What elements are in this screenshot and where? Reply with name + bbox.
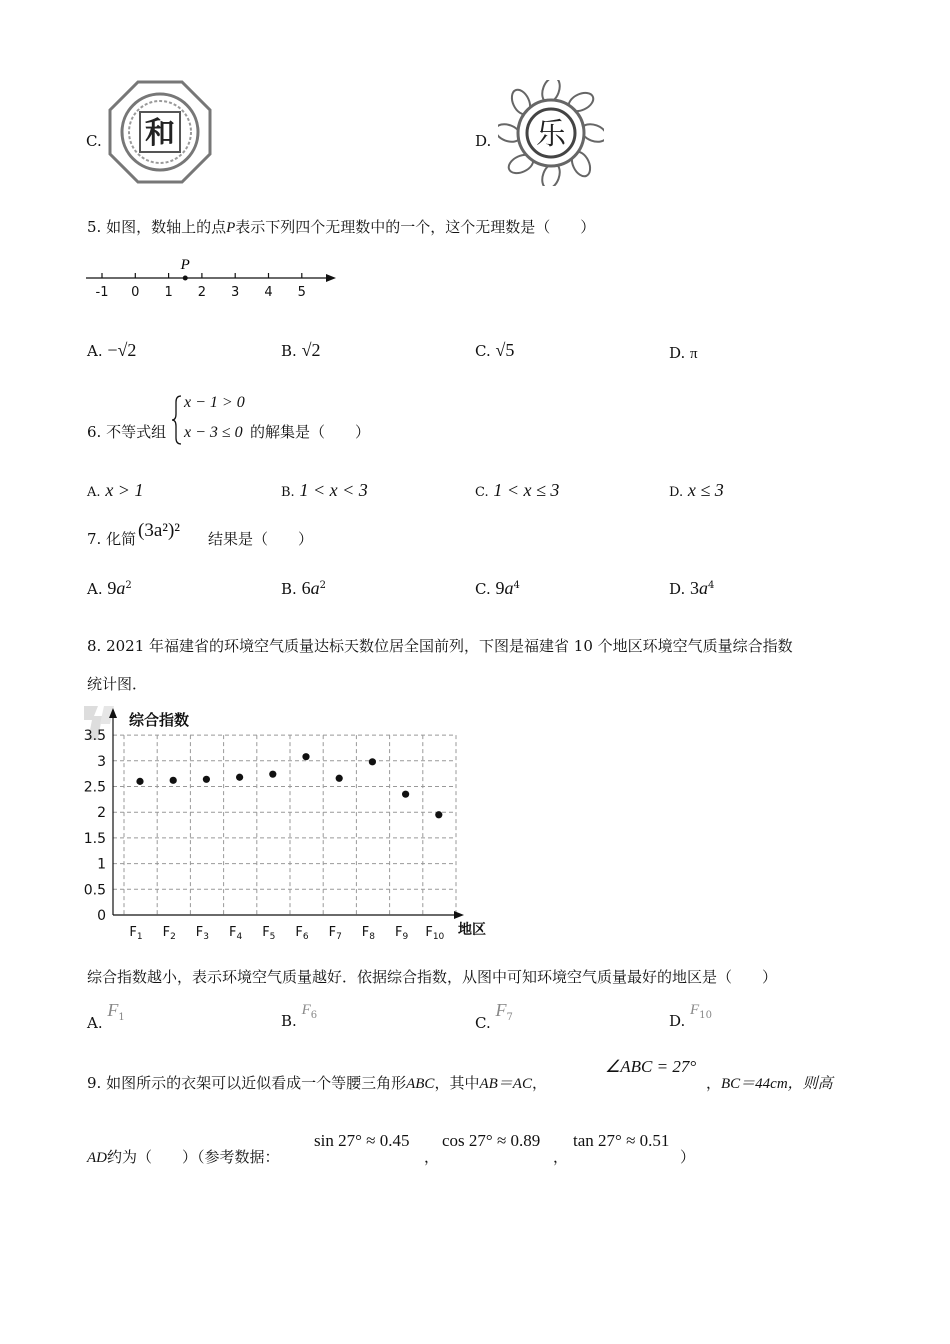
q7-option-a[interactable]: A. $9a^2$ — [87, 578, 132, 598]
leaf-wreath-seal-icon — [498, 80, 604, 186]
chart-y-tick-label: 0.5 — [83, 882, 106, 899]
number-line-tick-label: -1 — [95, 285, 109, 300]
q8-option-c[interactable]: C. $F_7$ — [475, 1000, 513, 1032]
q7-stem-suffix: 结果是（ ） — [208, 530, 314, 548]
chart-point-f3 — [203, 776, 210, 783]
q8-option-d[interactable]: D. $F_{10}$ — [669, 1002, 712, 1030]
q9-bc: ，BC＝44cm，则高 — [706, 1074, 833, 1092]
chart-y-tick-label: 1.5 — [83, 830, 106, 847]
chart-y-tick-label: 2 — [97, 805, 106, 822]
q9-cos: cos 27° ≈ 0.89 — [442, 1131, 541, 1150]
seal-glyph-he: 和 — [145, 116, 175, 151]
q6-option-b[interactable]: B. 1 < x < 3 — [281, 480, 368, 500]
q5-option-a[interactable]: A. −√2 — [87, 340, 137, 360]
q7-option-d[interactable]: D. $3a^4$ — [669, 578, 715, 598]
number-line-point-p — [183, 276, 188, 281]
chart-x-tick-label: $F_8$ — [361, 925, 376, 942]
q8-option-b[interactable]: B. $F_6$ — [281, 1002, 318, 1030]
q9-line2: AD约为（ ）（参考数据： — [87, 1148, 280, 1166]
number-line-tick-label: 2 — [197, 285, 207, 300]
q8-option-a[interactable]: A. $F_1$ — [87, 1000, 125, 1032]
air-quality-chart — [80, 700, 500, 945]
chart-y-tick-label: 0 — [97, 908, 106, 924]
number-line-tick-label: 3 — [231, 285, 240, 300]
seal-glyph-le: 乐 — [536, 117, 566, 152]
chart-point-f6 — [302, 753, 309, 760]
q9-angle: ∠ABC = 27° — [605, 1057, 697, 1076]
chart-x-tick-label: $F_1$ — [129, 925, 143, 942]
chart-x-tick-label: $F_5$ — [262, 925, 276, 942]
q5-option-b[interactable]: B. √2 — [281, 340, 321, 360]
q8-stem-line2: 统计图． — [87, 675, 148, 693]
chart-x-title: 地区 — [458, 922, 486, 938]
chart-x-tick-label: $F_2$ — [162, 925, 176, 942]
q6-option-c[interactable]: C. 1 < x ≤ 3 — [475, 480, 560, 500]
q8-stem-line1: 8. 2021 年福建省的环境空气质量达标天数位居全国前列，下图是福建省 10 个地区环境空气质量综合指数 — [87, 637, 793, 655]
q6-stem-prefix: 6. 不等式组 — [87, 423, 167, 441]
chart-y-tick-label: 3 — [97, 753, 106, 770]
q5-stem: 5. 如图，数轴上的点P表示下列四个无理数中的一个，这个无理数是（ ） — [87, 218, 596, 236]
q7-expression: (3a²)² — [138, 520, 180, 541]
q9-line1: 9. 如图所示的衣架可以近似看成一个等腰三角形ABC，其中AB＝AC， — [87, 1074, 547, 1092]
chart-point-f8 — [369, 758, 376, 765]
q5-option-d[interactable]: D. π — [669, 344, 698, 362]
q6-inequality-1: x − 1 > 0 — [184, 394, 245, 411]
number-line-tick-label: 4 — [264, 285, 273, 300]
q6-inequality-2: x − 3 ≤ 0 — [184, 424, 243, 441]
chart-point-f10 — [435, 811, 442, 818]
q6-option-a[interactable]: A. x > 1 — [87, 480, 144, 500]
chart-y-tick-label: 1 — [97, 856, 106, 873]
q5-option-c[interactable]: C. √5 — [475, 340, 515, 360]
number-line — [80, 252, 342, 300]
chart-x-tick-label: $F_7$ — [328, 925, 342, 942]
chart-point-f1 — [136, 778, 143, 785]
q9-tan: tan 27° ≈ 0.51 — [573, 1131, 670, 1150]
q9-close: ） — [680, 1148, 696, 1166]
number-line-point-label: P — [180, 257, 190, 273]
number-line-tick-label: 5 — [297, 285, 306, 300]
chart-x-tick-label: $F_3$ — [195, 925, 210, 942]
octagon-seal-icon — [108, 80, 212, 184]
q6-option-d[interactable]: D. x ≤ 3 — [669, 480, 724, 500]
chart-y-title: 综合指数 — [129, 711, 190, 729]
chart-point-f2 — [170, 777, 177, 784]
q9-comma-2: ， — [553, 1148, 569, 1166]
q4-option-d-letter: D. — [475, 132, 492, 150]
chart-point-f4 — [236, 774, 243, 781]
q7-option-b[interactable]: B. $6a^2$ — [281, 578, 326, 598]
chart-point-f9 — [402, 791, 409, 798]
q9-sin: sin 27° ≈ 0.45 — [314, 1131, 410, 1150]
chart-x-tick-label: $F_9$ — [394, 925, 409, 942]
q7-stem-prefix: 7. 化简 — [87, 530, 137, 548]
q4-option-c-letter: C. — [86, 132, 102, 150]
number-line-tick-label: 0 — [131, 285, 140, 300]
chart-point-f7 — [336, 775, 343, 782]
chart-y-tick-label: 3.5 — [83, 728, 106, 745]
q7-option-c[interactable]: C. $9a^4$ — [475, 578, 520, 598]
q6-stem-suffix: 的解集是（ ） — [250, 423, 371, 441]
chart-x-tick-label: $F_6$ — [295, 925, 309, 942]
chart-y-tick-label: 2.5 — [83, 779, 106, 796]
chart-x-tick-label: $F_4$ — [228, 925, 243, 942]
q8-after-chart: 综合指数越小，表示环境空气质量越好．依据综合指数，从图中可知环境空气质量最好的地区是（ ） — [87, 968, 778, 986]
system-brace-icon — [171, 394, 183, 446]
chart-x-tick-label: $F_{10}$ — [425, 925, 445, 942]
number-line-tick-label: 1 — [164, 285, 173, 300]
q9-comma-1: ， — [424, 1148, 440, 1166]
chart-point-f5 — [269, 771, 276, 778]
